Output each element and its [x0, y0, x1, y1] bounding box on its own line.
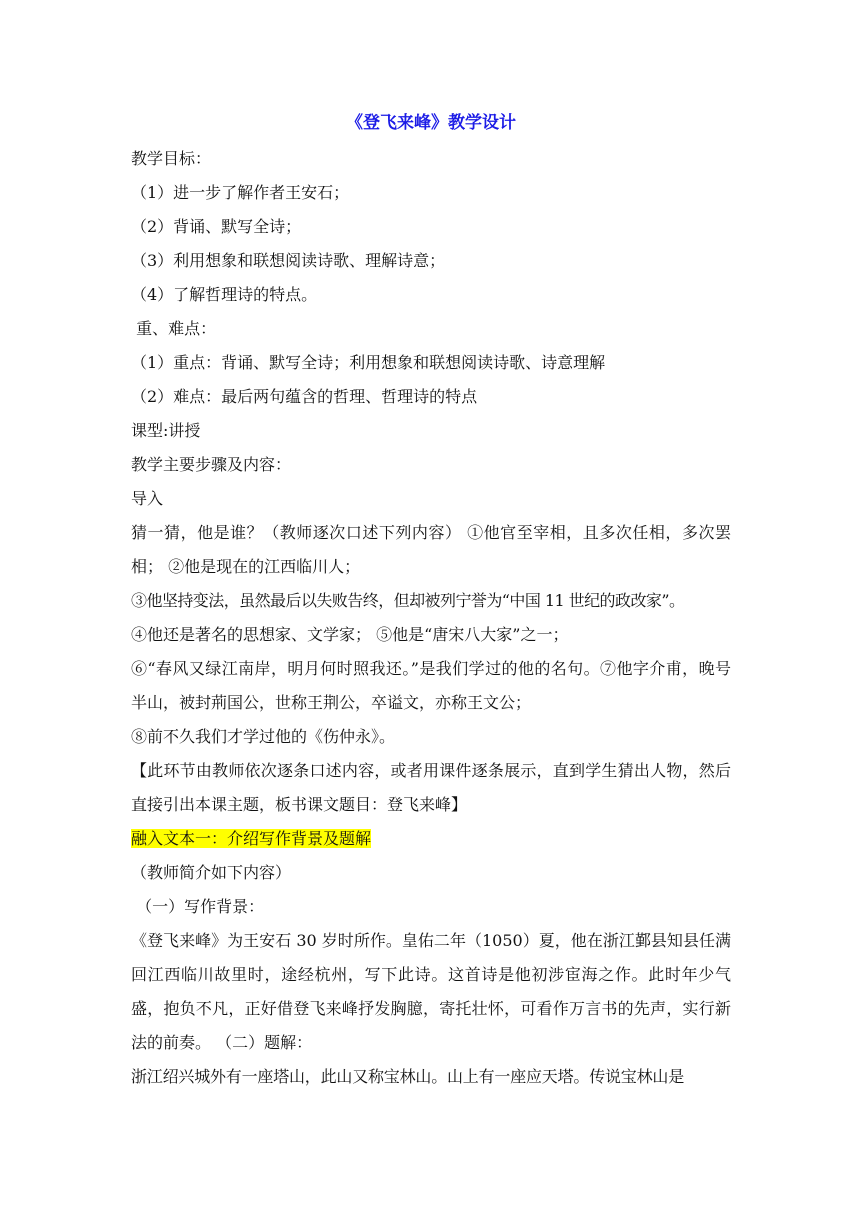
objective-item: （2）背诵、默写全诗；	[131, 217, 302, 236]
key-points-heading: 重、难点：	[131, 319, 217, 338]
objectives-heading: 教学目标：	[131, 149, 212, 168]
background-paragraph: 《登飞来峰》为王安石 30 岁时所作。皇佑二年（1050）夏，他在浙江鄞县知县任满回江西临川故里时，途经杭州，写下此诗。这首诗是他初涉宦海之作。此时年少气盛，抱负不凡，正好借登飞来峰抒发胸臆，寄托壮怀，可看作万言书的先声，实行新法的前奏。 （二）题解：	[131, 931, 731, 1052]
lesson-type: 课型:讲授	[131, 421, 201, 440]
background-heading: （一）写作背景：	[131, 897, 265, 916]
clue-3: ③他坚持变法，虽然最后以失败告终，但却被列宁誉为“中国 11 世纪的政改家”。	[131, 591, 685, 610]
teacher-note: 【此环节由教师依次逐条口述内容，或者用课件逐条展示，直到学生猜出人物，然后直接引出本课主题，板书课文题目：登飞来峰】	[131, 761, 731, 814]
explanation-paragraph: 浙江绍兴城外有一座塔山，此山又称宝林山。山上有一座应天塔。传说宝林山是	[131, 1067, 685, 1086]
guess-paragraph: 猜一猜，他是谁？（教师逐次口述下列内容） ①他官至宰相，且多次任相，多次罢相； ②他是现在的江西临川人；	[131, 523, 731, 576]
intro-heading: 导入	[131, 489, 164, 508]
document-title: 《登飞来峰》教学设计	[346, 113, 516, 133]
objective-item: （3）利用想象和联想阅读诗歌、理解诗意；	[131, 251, 446, 270]
clue-4-5: ④他还是著名的思想家、文学家； ⑤他是“唐宋八大家”之一；	[131, 625, 569, 644]
section-one-heading-row	[131, 822, 731, 856]
clue-6-7: ⑥“春风又绿江南岸，明月何时照我还。”是我们学过的他的名句。⑦他字介甫，晚号半山，被封荊国公，世称王荆公，卒谥文，亦称王文公；	[131, 659, 731, 712]
section-one-heading: 融入文本一：介绍写作背景及题解	[131, 829, 372, 848]
teacher-intro: （教师简介如下内容）	[131, 863, 292, 882]
objective-item: （1）进一步了解作者王安石；	[131, 183, 350, 202]
key-point-item: （1）重点：背诵、默写全诗；利用想象和联想阅读诗歌、诗意理解	[131, 353, 606, 372]
objective-item: （4）了解哲理诗的特点。	[131, 285, 318, 304]
clue-8: ⑧前不久我们才学过他的《伤仲永》。	[131, 727, 396, 746]
document-body	[131, 108, 731, 1094]
steps-heading: 教学主要步骤及内容：	[131, 455, 292, 474]
key-point-item: （2）难点：最后两句蕴含的哲理、哲理诗的特点	[131, 387, 478, 406]
